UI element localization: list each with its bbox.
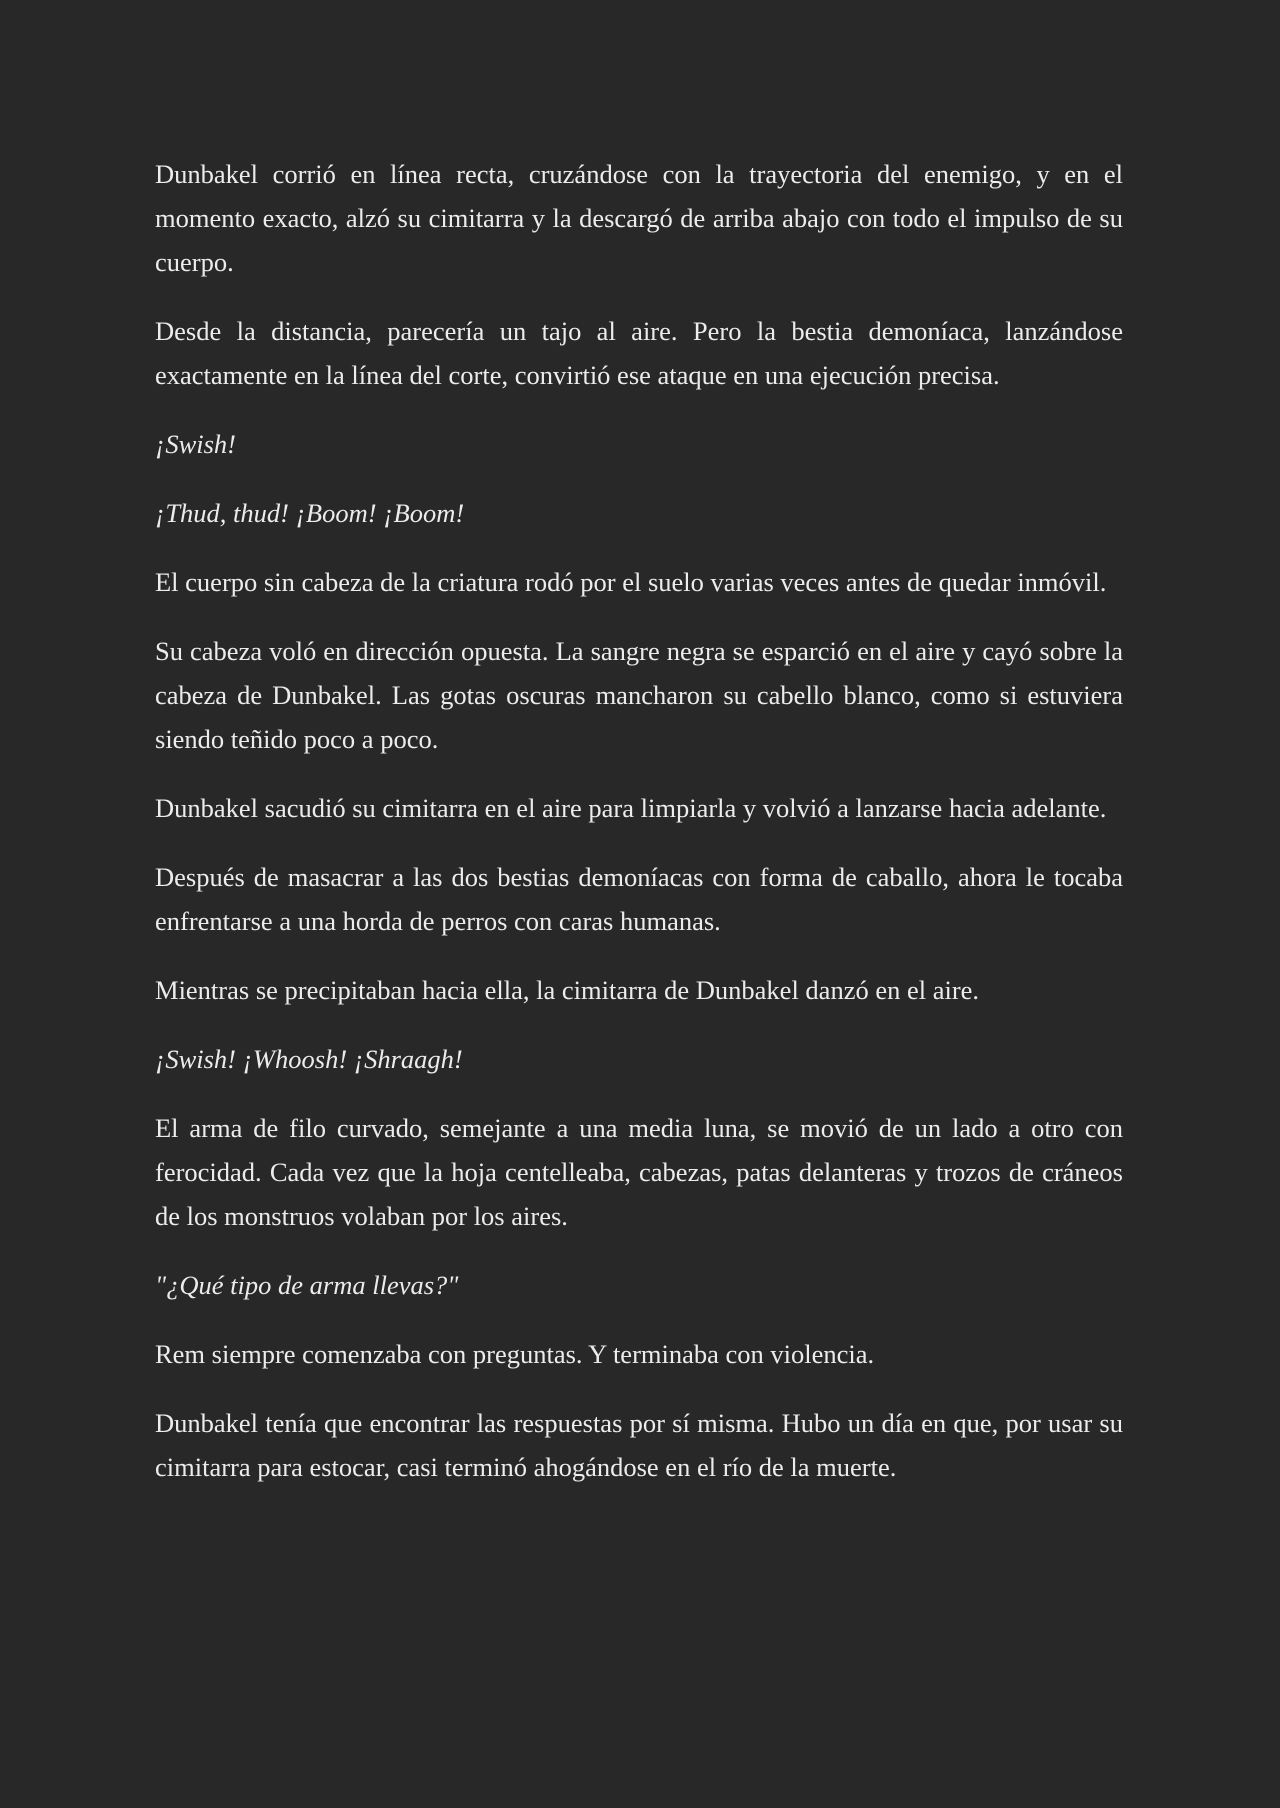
sound-effect: ¡Swish! ¡Whoosh! ¡Shraagh!	[155, 1044, 463, 1074]
paragraph: Dunbakel sacudió su cimitarra en el aire para limpiarla y volvió a lanzarse hacia adelante.	[155, 793, 1107, 823]
paragraph: Desde la distancia, parecería un tajo al aire. Pero la bestia demoníaca, lanzándose exactamente en la línea del corte, convirtió ese ataque en una ejecución precisa.	[155, 316, 1123, 390]
dialogue-line: "¿Qué tipo de arma llevas?"	[155, 1270, 459, 1300]
reading-page	[155, 152, 1123, 1514]
paragraph: Dunbakel tenía que encontrar las respuestas por sí misma. Hubo un día en que, por usar su cimitarra para estocar, casi terminó ahogándose en el río de la muerte.	[155, 1408, 1123, 1482]
paragraph: Mientras se precipitaban hacia ella, la cimitarra de Dunbakel danzó en el aire.	[155, 975, 980, 1005]
paragraph: Después de masacrar a las dos bestias demoníacas con forma de caballo, ahora le tocaba enfrentarse a una horda de perros con caras humanas.	[155, 862, 1123, 936]
paragraph: Su cabeza voló en dirección opuesta. La sangre negra se esparció en el aire y cayó sobre la cabeza de Dunbakel. Las gotas oscuras mancharon su cabello blanco, como si estuviera siendo teñido poco a poco.	[155, 636, 1123, 754]
paragraph: El cuerpo sin cabeza de la criatura rodó por el suelo varias veces antes de quedar inmóvil.	[155, 567, 1107, 597]
paragraph: Dunbakel corrió en línea recta, cruzándose con la trayectoria del enemigo, y en el momento exacto, alzó su cimitarra y la descargó de arriba abajo con todo el impulso de su cuerpo.	[155, 159, 1123, 277]
sound-effect: ¡Swish!	[155, 429, 236, 459]
paragraph: El arma de filo curvado, semejante a una media luna, se movió de un lado a otro con ferocidad. Cada vez que la hoja centelleaba, cabezas, patas delanteras y trozos de cráneos de los monstruos volaban por los aires.	[155, 1113, 1123, 1231]
sound-effect: ¡Thud, thud! ¡Boom! ¡Boom!	[155, 498, 465, 528]
paragraph: Rem siempre comenzaba con preguntas. Y terminaba con violencia.	[155, 1339, 875, 1369]
